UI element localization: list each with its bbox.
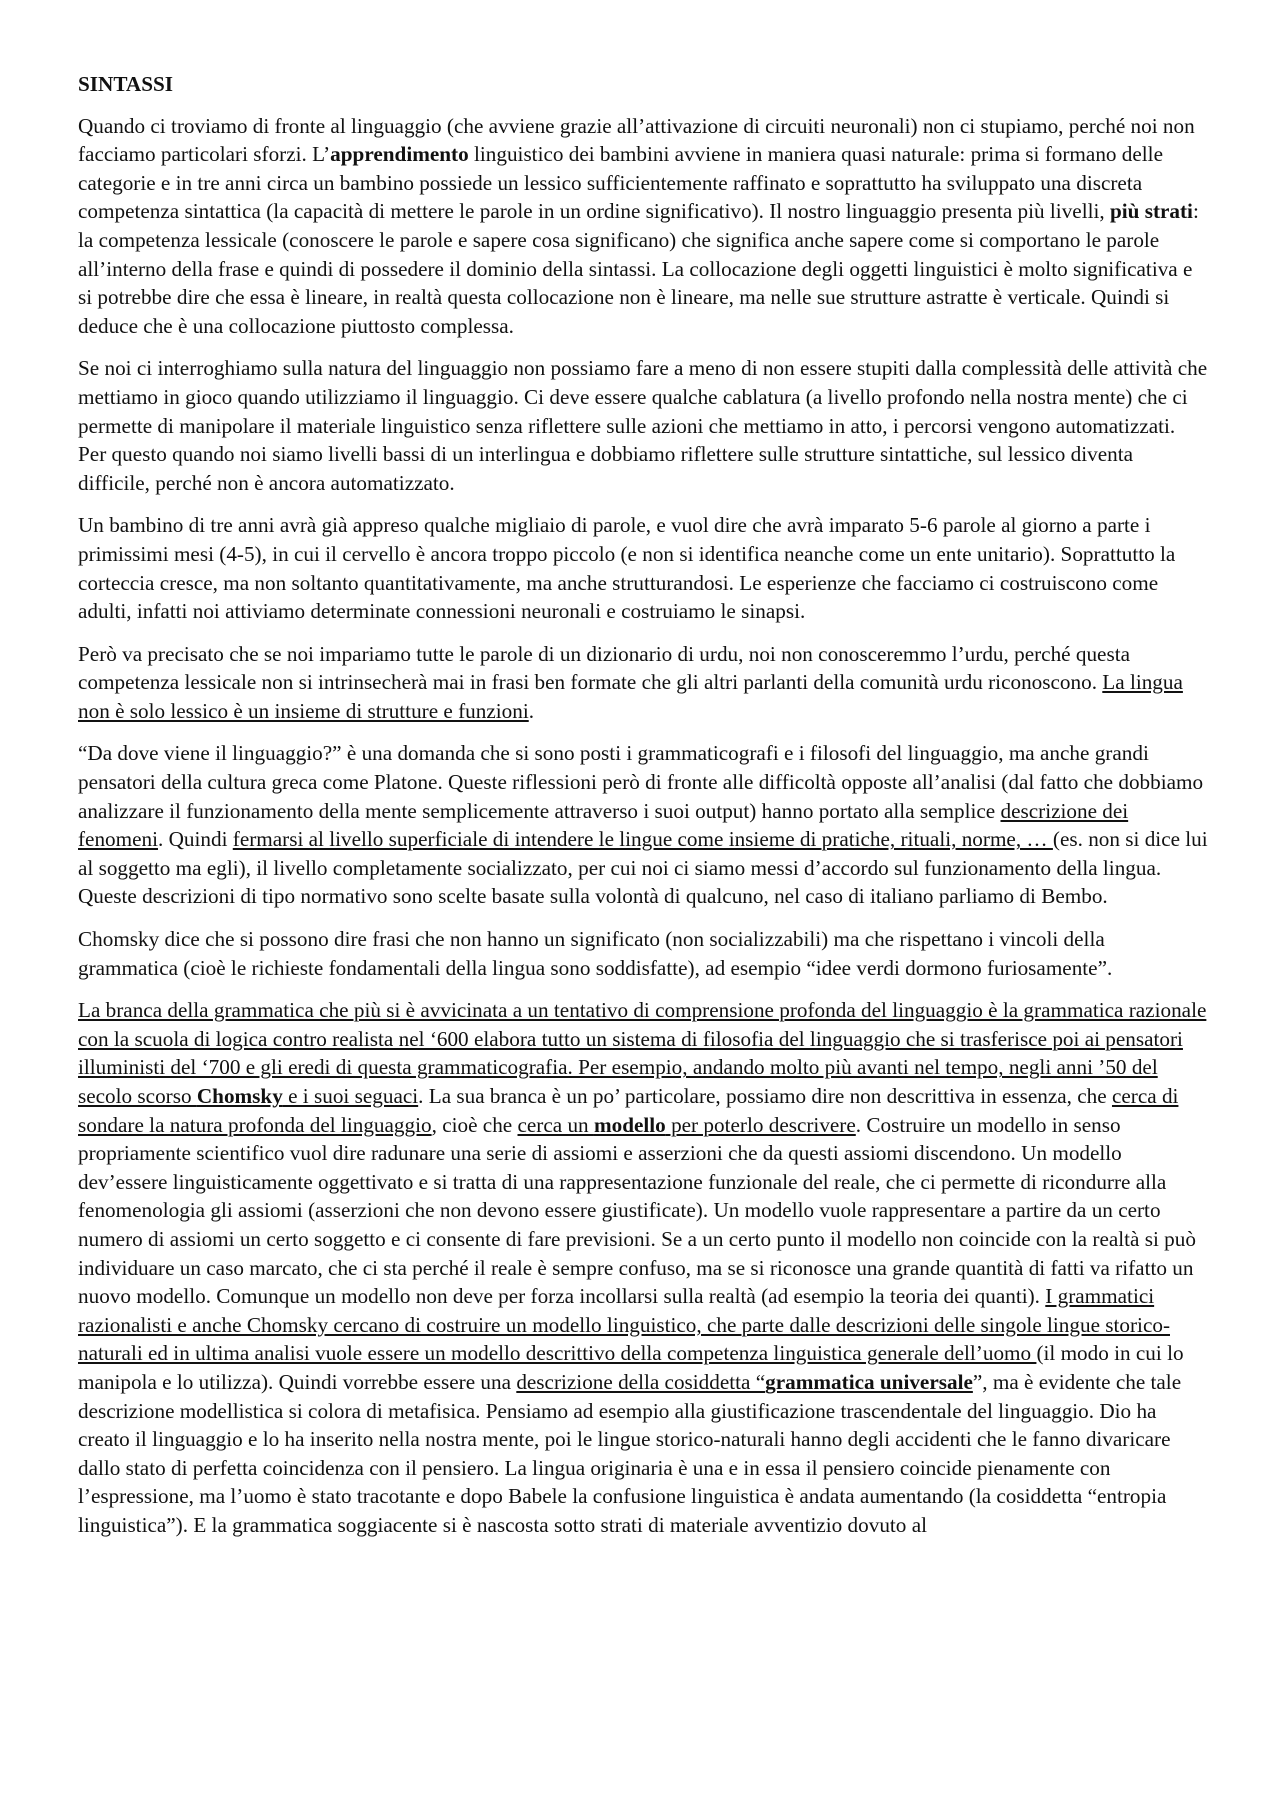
- paragraph-3: Un bambino di tre anni avrà già appreso qualche migliaio di parole, e vuol dire che avrà imparato 5-6 parole al giorno a parte i primissimi mesi (4-5), in cui il cervello è ancora troppo piccolo (e non si identifica neanche come un ente unitario). Soprattutto la corteccia cresce, ma non soltanto quantitativamente, ma anche strutturandosi. Le esperienze che facciamo ci costruiscono come adulti, infatti noi attiviamo determinate connessioni neuronali e costruiamo le sinapsi.: [78, 513, 1176, 624]
- p5-text-a: “Da dove viene il linguaggio?” è una domanda che si sono posti i grammaticografi e i filosofi del linguaggio, ma anche grandi pensatori della cultura greca come Platone. Queste riflessioni però di fronte alle difficoltà opposte all’analisi (dal fatto che dobbiamo analizzare il funzionamento della mente semplicemente attraverso i suoi output) hanno portato alla semplice: [78, 741, 1204, 823]
- p5-text-b: . Quindi: [158, 827, 233, 852]
- p7-underlined-grammatici: I grammatici razionalisti e anche Chomsky cercano di costruire un modello linguistico, che parte dalle descrizioni delle singole lingue storico-naturali ed in ultima analisi vuole essere un modello descrittivo della competenza linguistica generale dell’uomo: [78, 1284, 1170, 1366]
- paragraph-2: Se noi ci interroghiamo sulla natura del linguaggio non possiamo fare a meno di non essere stupiti dalla complessità delle attività che mettiamo in gioco quando utilizziamo il linguaggio. Ci deve essere qualche cablatura (a livello profondo nella nostra mente) che ci permette di manipolare il materiale linguistico senza riflettere sulle azioni che mettiamo in atto, i percorsi vengono automatizzati. Per questo quando noi siamo livelli bassi di un interlingua e dobbiamo riflettere sulle strutture sintattiche, sul lessico diventa difficile, perché non è ancora automatizzato.: [78, 356, 1208, 495]
- p7-u1a: La branca della grammatica che più si è avvicinata a un tentativo di comprensione profonda del linguaggio è la grammatica razionale con la scuola di logica contro realista nel ‘600 elabora tutto un sistema di filosofia del linguaggio che si trasferisce poi ai pensatori illuministi del ‘700 e gli eredi di questa grammaticografia. Per esempio, andando molto più avanti nel tempo, negli anni ’50 del secolo scorso: [78, 998, 1207, 1108]
- p1-text-c: linguistico dei bambini avviene in maniera quasi naturale: prima si formano delle categorie e in tre anni circa un bambino possiede un lessico sufficientemente raffinato e soprattutto ha sviluppato una discreta competenza sintattica (la capacità di mettere le parole in un ordine significativo). Il nostro linguaggio presenta più livelli,: [78, 142, 1163, 224]
- p7-u3c: per poterlo descrivere: [665, 1112, 856, 1137]
- p7-u3a: cerca un: [517, 1112, 594, 1137]
- p1-bold-piu-strati: più strati: [1109, 199, 1193, 224]
- paragraph-6: Chomsky dice che si possono dire frasi che non hanno un significato (non socializzabili) ma che rispettano i vincoli della grammatica (cioè le richieste fondamentali della lingua sono soddisfatte), ad esempio “idee verdi dormono furiosamente”.: [78, 927, 1113, 980]
- p7-text-a: . La sua branca è un po’ particolare, possiamo dire non descrittiva in essenza, che: [418, 1084, 1112, 1108]
- p7-text-c: . Costruire un modello in senso propriamente scientifico vuol dire radunare una serie di assiomi e asserzioni che da questi assiomi discendono. Un modello dev’essere linguisticamente oggettivato e si tratta di una rappresentazione funzionale del reale, che ci permette di ricondurre alla fenomenologia gli assiomi (asserzioni che non devono essere giustificate). Un modello vuole rappresentare a partire da un certo numero di assiomi un certo soggetto e ci consente di fare previsioni. Se a un certo punto il modello non coincide con la realtà si può individuare un caso marcato, che ci sta perché il reale è sempre confuso, ma se si riconosce una grande quantità di fatti va rifatto un nuovo modello. Comunque un modello non deve per forza incollarsi sulla realtà (ad esempio la teoria dei quanti).: [78, 1112, 1196, 1309]
- document-page: [78, 70, 1208, 1554]
- p4-underlined-lingua: La lingua non è solo lessico è un insieme di strutture e funzioni: [78, 670, 1183, 723]
- p7-bold-modello: modello: [593, 1112, 666, 1137]
- p4-text-b: .: [528, 698, 535, 723]
- p7-underlined-grammatica-universale: [516, 1370, 973, 1394]
- p7-u1c: e i suoi seguaci: [282, 1084, 419, 1108]
- paragraph-7: [78, 996, 1208, 1539]
- p7-text-e: ”, ma è evidente che tale descrizione modellistica si colora di metafisica. Pensiamo ad esempio alla giustificazione trascendentale del linguaggio. Dio ha creato il linguaggio e lo ha inserito nella nostra mente, poi le lingue storico-naturali hanno degli accidenti che le fanno divaricare dallo stato di perfetta coincidenza con il pensiero. La lingua originaria è una e in essa il pensiero coincide pienamente con l’espressione, ma l’uomo è stato tracotante e dopo Babele la confusione linguistica è andata aumentando (la cosiddetta “entropia linguistica”). E la grammatica soggiacente si è nascosta sotto strati di materiale avventizio dovuto al: [78, 1369, 1182, 1537]
- document-title: SINTASSI: [78, 72, 174, 96]
- p7-underlined-sondare: cerca di sondare la natura profonda del linguaggio: [78, 1084, 1179, 1137]
- p7-bold-grammatica-universale: grammatica universale: [765, 1369, 973, 1394]
- p1-text-a: Quando ci troviamo di fronte al linguaggio (che avviene grazie all’attivazione di circuiti neuronali) non ci stupiamo, perché noi non facciamo particolari sforzi. L’: [78, 113, 1195, 167]
- p1-bold-apprendimento: apprendimento: [330, 142, 469, 167]
- paragraph-1: [78, 112, 1208, 341]
- p1-text-d: : la competenza lessicale (conoscere le parole e sapere cosa significano) che significa anche sapere come si comportano le parole all’interno della frase e quindi di possedere il dominio della sintassi. La collocazione degli oggetti linguistici è molto significativa e si potrebbe dire che essa è lineare, in realtà questa collocazione non è lineare, ma nelle sue strutture astratte è verticale. Quindi si deduce che è una collocazione piuttosto complessa.: [78, 199, 1199, 338]
- p5-underlined-fermarsi: fermarsi al livello superficiale di intendere le lingue come insieme di pratiche, rituali, norme, …: [232, 827, 1053, 852]
- p7-u5a: descrizione della cosiddetta “: [516, 1369, 766, 1394]
- p7-underlined-modello: [518, 1113, 856, 1137]
- p4-text-a: Però va precisato che se noi impariamo tutte le parole di un dizionario di urdu, noi non conosceremmo l’urdu, perché questa competenza lessicale non si intrinsecherà mai in frasi ben formate che gli altri parlanti della comunità urdu riconoscono.: [78, 641, 1130, 695]
- p5-underlined-descrizione: descrizione dei fenomeni: [78, 798, 1129, 852]
- p7-bold-chomsky: Chomsky: [196, 1084, 283, 1108]
- p5-text-c: (es. non si dice lui al soggetto ma egli), il livello completamente socializzato, per cui noi ci siamo messi d’accordo sul funzionamento della lingua. Queste descrizioni di tipo normativo sono scelte basate sulla volontà di qualcuno, nel caso di italiano parliamo di Bembo.: [78, 827, 1208, 909]
- paragraph-5: [78, 739, 1208, 911]
- paragraph-4: [78, 640, 1208, 726]
- p7-text-b: , cioè che: [431, 1112, 518, 1137]
- p7-text-d: (il modo in cui lo manipola e lo utilizza). Quindi vorrebbe essere una: [78, 1341, 1184, 1394]
